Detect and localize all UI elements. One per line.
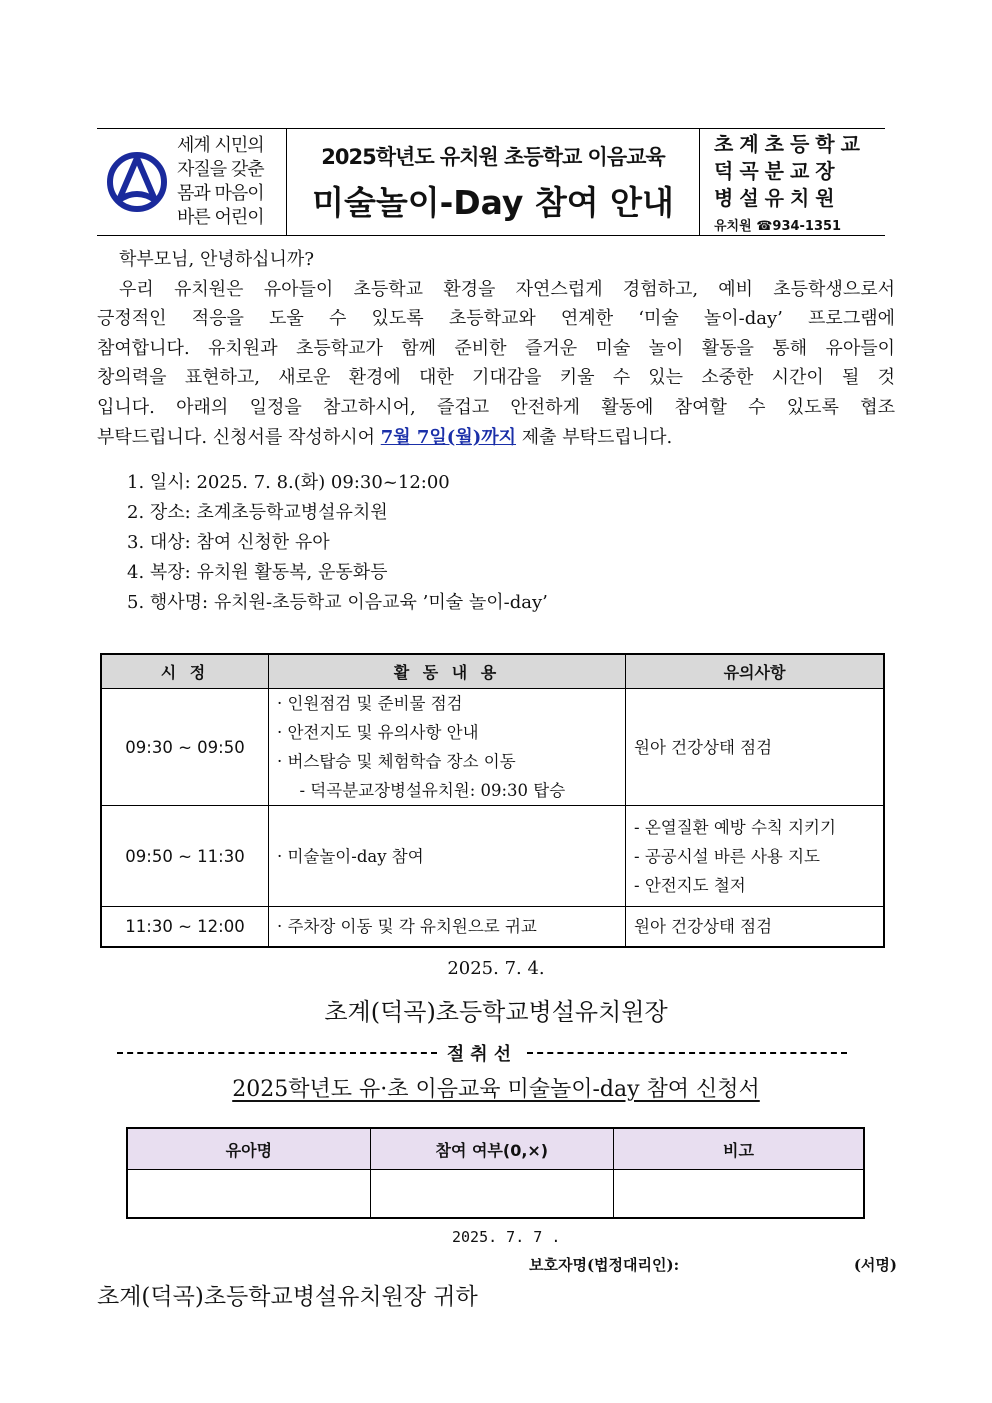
table-row	[101, 806, 884, 907]
table-row	[101, 907, 884, 947]
notice-date: 2025. 7. 4.	[447, 958, 545, 979]
table-header-row	[127, 1128, 864, 1170]
document-header	[97, 128, 885, 236]
guardian-label: 보호자명(법정대리인):	[529, 1256, 680, 1274]
activity-line: · 안전지도 및 유의사항 안내	[277, 723, 479, 742]
column-header: 비고	[613, 1128, 864, 1170]
letter-body	[97, 245, 895, 452]
table-row	[101, 689, 884, 806]
letter-text: 부탁드립니다. 신청서를 작성하시어	[97, 426, 381, 448]
logo-cell	[97, 129, 287, 235]
column-header: 시 정	[101, 654, 269, 689]
note-line: - 안전지도 철저	[634, 875, 746, 895]
remarks-cell[interactable]	[613, 1170, 864, 1219]
time-cell: 11:30 ~ 12:00	[101, 907, 269, 947]
schedule-table	[100, 653, 885, 948]
note-line: 원아 건강상태 점검	[634, 737, 773, 757]
cut-dash	[117, 1052, 437, 1054]
letter-line-last	[97, 423, 895, 453]
page-subtitle: 2025학년도 유치원 초등학교 이음교육	[321, 144, 665, 169]
application-table	[126, 1127, 865, 1219]
motto-line: 자질을 갖춘	[177, 159, 264, 180]
time-cell: 09:50 ~ 11:30	[101, 806, 269, 907]
letter-line: 우리 유치원은 유아들이 초등학교 환경을 자연스럽게 경험하고, 예비 초등학생으로서	[119, 278, 895, 300]
activity-line: - 덕곡분교장병설유치원: 09:30 탑승	[289, 781, 566, 800]
cut-line	[117, 1040, 847, 1066]
activity-line: · 인원점검 및 준비물 점검	[277, 694, 463, 713]
activity-line: · 주차장 이동 및 각 유치원으로 귀교	[277, 916, 537, 936]
application-title-text: 2025학년도 유·초 이음교육 미술놀이-day 참여 신청서	[232, 1077, 760, 1102]
note-cell	[626, 806, 885, 907]
event-details	[127, 468, 548, 618]
time-cell: 09:30 ~ 09:50	[101, 689, 269, 806]
letter-line: 참여합니다. 유치원과 초등학교가 함께 준비한 즐거운 미술 놀이 활동을 통해 유아들이	[97, 337, 895, 359]
motto-line: 바른 어린이	[177, 207, 264, 228]
note-line: 원아 건강상태 점검	[634, 916, 773, 936]
motto	[177, 134, 264, 230]
note-line: - 온열질환 예방 수칙 지키기	[634, 817, 836, 837]
motto-line: 몸과 마음이	[177, 183, 264, 204]
guardian-signature-line	[529, 1254, 897, 1275]
child-name-cell[interactable]	[127, 1170, 370, 1219]
cut-dash	[527, 1052, 847, 1054]
school-cell	[700, 129, 885, 235]
application-title	[0, 1072, 992, 1103]
detail-item: 5. 행사명: 유치원-초등학교 이음교육 ’미술 놀이-day’	[127, 591, 548, 613]
addressee: 초계(덕곡)초등학교병설유치원장 귀하	[97, 1284, 478, 1310]
activity-line: · 버스탑승 및 체험학습 장소 이동	[277, 752, 516, 771]
title-cell	[287, 129, 700, 235]
column-header: 유아명	[127, 1128, 370, 1170]
column-header: 유의사항	[626, 654, 885, 689]
detail-item: 3. 대상: 참여 신청한 유아	[127, 531, 330, 553]
note-cell	[626, 689, 885, 806]
detail-item: 1. 일시: 2025. 7. 8.(화) 09:30~12:00	[127, 472, 450, 493]
letter-line: 창의력을 표현하고, 새로운 환경에 대한 기대감을 키울 수 있는 소중한 시간이 될 것	[97, 367, 895, 389]
page-title: 미술놀이-Day 참여 안내	[312, 182, 674, 222]
activity-line: · 미술놀이-day 참여	[277, 846, 424, 866]
detail-item: 4. 복장: 유치원 활동복, 운동화등	[127, 561, 388, 583]
school-name-line: 병설유치원	[714, 185, 841, 210]
participation-cell[interactable]	[370, 1170, 613, 1219]
table-row	[127, 1170, 864, 1219]
sign-label: (서명)	[853, 1256, 897, 1274]
activity-cell	[269, 806, 626, 907]
deadline: 7월 7일(월)까지	[380, 426, 517, 448]
letter-text: 제출 부탁드립니다.	[516, 426, 673, 448]
principal-name: 초계(덕곡)초등학교병설유치원장	[324, 998, 668, 1026]
column-header: 활 동 내 용	[269, 654, 626, 689]
table-header-row	[101, 654, 884, 689]
activity-cell	[269, 907, 626, 947]
phone-number: 유치원 ☎934-1351	[714, 218, 842, 234]
motto-line: 세계 시민의	[177, 135, 264, 156]
application-date: 2025. 7. 7 .	[452, 1228, 561, 1246]
greeting: 학부모님, 안녕하십니까?	[119, 249, 314, 270]
school-logo	[97, 150, 177, 214]
detail-item: 2. 장소: 초계초등학교병설유치원	[127, 501, 388, 523]
letter-line: 입니다. 아래의 일정을 참고하시어, 즐겁고 안전하게 활동에 참여할 수 있도록 협조	[97, 396, 895, 418]
activity-cell	[269, 689, 626, 806]
note-line: - 공공시설 바른 사용 지도	[634, 846, 820, 866]
note-cell	[626, 907, 885, 947]
school-name-line: 초계초등학교	[714, 131, 866, 156]
school-name-line: 덕곡분교장	[714, 158, 841, 183]
column-header: 참여 여부(0,×)	[370, 1128, 613, 1170]
cut-label: 절취선	[446, 1044, 518, 1065]
letter-line: 긍정적인 적응을 도울 수 있도록 초등학교와 연계한 ‘미술 놀이-day’ 프로그램에	[97, 308, 895, 330]
